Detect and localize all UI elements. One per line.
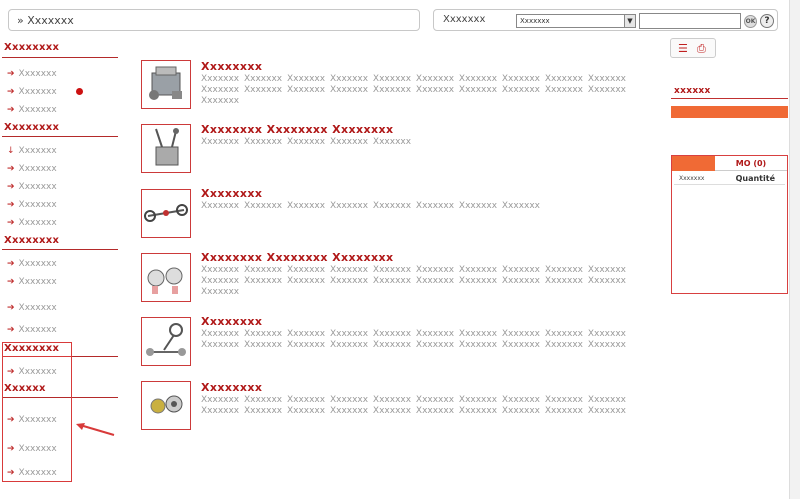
sidebar-item[interactable] bbox=[7, 87, 57, 97]
item-thumbnail-gearbox[interactable] bbox=[141, 124, 191, 173]
steering-icon bbox=[142, 318, 190, 365]
list-icon[interactable]: ☰ bbox=[678, 42, 688, 55]
arrow-right-icon: ➔ bbox=[7, 164, 15, 174]
search-type-select[interactable] bbox=[516, 14, 636, 28]
print-icon[interactable]: ⎙ bbox=[697, 42, 706, 55]
sidebar-item-label: Xxxxxxx bbox=[18, 182, 57, 192]
item-thumbnail-steering[interactable] bbox=[141, 317, 191, 366]
arrow-right-icon: ➔ bbox=[7, 218, 15, 228]
search-select-value: Xxxxxxx bbox=[520, 17, 550, 25]
engine-icon bbox=[142, 61, 190, 108]
item-description: Xxxxxxx Xxxxxxx Xxxxxxx Xxxxxxx Xxxxxxx Xxxxxxx Xxxxxxx Xxxxxxx Xxxxxxx Xxxxxxx Xxxxxxx Xxxxxxx Xxxxxxx Xxxxxxx Xxxxxxx Xxxxxxx Xxxxxxx Xxxxxxx Xxxxxxx Xxxxxxx bbox=[201, 329, 626, 350]
breadcrumb: » Xxxxxxx bbox=[8, 9, 420, 31]
divider bbox=[671, 98, 788, 99]
item-description: Xxxxxxx Xxxxxxx Xxxxxxx Xxxxxxx Xxxxxxx Xxxxxxx Xxxxxxx Xxxxxxx bbox=[201, 201, 541, 211]
arrow-right-icon: ➔ bbox=[7, 87, 15, 97]
sidebar-item-label: Xxxxxxx bbox=[18, 259, 57, 269]
arrow-right-icon: ➔ bbox=[7, 325, 15, 335]
item-description: Xxxxxxx Xxxxxxx Xxxxxxx Xxxxxxx Xxxxxxx bbox=[201, 137, 412, 147]
item-description: Xxxxxxx Xxxxxxx Xxxxxxx Xxxxxxx Xxxxxxx Xxxxxxx Xxxxxxx Xxxxxxx Xxxxxxx Xxxxxxx Xxxxxxx Xxxxxxx Xxxxxxx Xxxxxxx Xxxxxxx Xxxxxxx Xxxxxxx Xxxxxxx Xxxxxxx Xxxxxxx bbox=[201, 395, 626, 416]
sidebar-item-label: Xxxxxxx bbox=[18, 444, 57, 454]
wheel-hub-icon bbox=[142, 382, 190, 429]
annotation-highlight-box bbox=[2, 342, 72, 482]
sidebar-section-title: Xxxxxxxx bbox=[4, 235, 60, 246]
item-title[interactable]: Xxxxxxxx bbox=[201, 60, 263, 73]
sidebar-item-label: Xxxxxxx bbox=[18, 218, 57, 228]
annotation-arrow-icon bbox=[74, 420, 116, 440]
divider bbox=[2, 136, 118, 137]
sidebar-item-label: Xxxxxxx bbox=[18, 468, 57, 478]
gearbox-icon bbox=[142, 125, 190, 172]
sidebar-item[interactable] bbox=[7, 303, 57, 313]
right-panel-title: xxxxxx bbox=[674, 86, 711, 96]
arrow-right-icon: ➔ bbox=[7, 182, 15, 192]
sidebar-section-title: Xxxxxxxx bbox=[4, 343, 60, 354]
arrow-right-icon: ➔ bbox=[7, 105, 15, 115]
arrow-right-icon: ➔ bbox=[7, 200, 15, 210]
divider bbox=[2, 249, 118, 250]
arrow-right-icon: ➔ bbox=[7, 69, 15, 79]
sidebar-item[interactable] bbox=[7, 105, 57, 115]
sidebar-item-label: Xxxxxxx bbox=[18, 415, 57, 425]
item-description: Xxxxxxx Xxxxxxx Xxxxxxx Xxxxxxx Xxxxxxx Xxxxxxx Xxxxxxx Xxxxxxx Xxxxxxx Xxxxxxx Xxxxxxx Xxxxxxx Xxxxxxx Xxxxxxx Xxxxxxx Xxxxxxx Xxxxxxx Xxxxxxx Xxxxxxx Xxxxxxx Xxxxxxx bbox=[201, 265, 626, 297]
sidebar-item-label: Xxxxxxx bbox=[18, 146, 57, 156]
sidebar-section-title: Xxxxxxxx bbox=[4, 42, 60, 53]
sidebar-section-title: Xxxxxx bbox=[4, 383, 46, 394]
search-input[interactable] bbox=[639, 13, 741, 29]
sidebar-item[interactable] bbox=[7, 182, 57, 192]
sidebar-item[interactable] bbox=[7, 146, 57, 156]
item-title[interactable]: Xxxxxxxx bbox=[201, 315, 263, 328]
sidebar-item[interactable] bbox=[7, 325, 57, 335]
sidebar-item-label: Xxxxxxx bbox=[18, 87, 57, 97]
sidebar-item[interactable] bbox=[7, 69, 57, 79]
divider bbox=[2, 57, 118, 58]
cart-tab-active[interactable] bbox=[672, 156, 715, 171]
item-title[interactable]: Xxxxxxxx Xxxxxxxx Xxxxxxxx bbox=[201, 123, 394, 136]
item-title[interactable]: Xxxxxxxx Xxxxxxxx Xxxxxxxx bbox=[201, 251, 394, 264]
sidebar-item-label: Xxxxxxx bbox=[18, 303, 57, 313]
item-thumbnail-axle[interactable] bbox=[141, 189, 191, 238]
active-dot-icon bbox=[76, 88, 83, 95]
tool-icons bbox=[670, 38, 716, 58]
arrow-right-icon: ➔ bbox=[7, 277, 15, 287]
scrollbar[interactable] bbox=[789, 0, 800, 499]
sidebar-item[interactable] bbox=[7, 218, 57, 228]
sidebar-item-label: Xxxxxxx bbox=[18, 164, 57, 174]
sidebar-item-label: Xxxxxxx bbox=[18, 325, 57, 335]
arrow-right-icon: ➔ bbox=[7, 444, 15, 454]
arrow-right-icon: ➔ bbox=[7, 259, 15, 269]
item-title[interactable]: Xxxxxxxx bbox=[201, 381, 263, 394]
sidebar-item[interactable] bbox=[7, 277, 57, 287]
sidebar-section-title: Xxxxxxxx bbox=[4, 122, 60, 133]
arrow-right-icon: ➔ bbox=[7, 367, 15, 377]
ok-button[interactable]: OK bbox=[744, 15, 757, 28]
search-label: Xxxxxxx bbox=[443, 14, 486, 25]
arrow-right-icon: ➔ bbox=[7, 468, 15, 478]
sidebar-item[interactable] bbox=[7, 164, 57, 174]
cart-panel bbox=[671, 155, 788, 294]
search-bar bbox=[433, 9, 778, 31]
chevron-down-icon[interactable]: ▼ bbox=[624, 15, 635, 27]
help-button[interactable]: ? bbox=[760, 14, 774, 28]
cart-tab-mo[interactable]: MO (0) bbox=[715, 156, 787, 171]
item-title[interactable]: Xxxxxxxx bbox=[201, 187, 263, 200]
arrow-down-icon: ↓ bbox=[7, 146, 15, 156]
sidebar-item-label: Xxxxxxx bbox=[18, 367, 57, 377]
sidebar-item[interactable] bbox=[7, 259, 57, 269]
orange-bar bbox=[671, 106, 788, 118]
sidebar-item-label: Xxxxxxx bbox=[18, 200, 57, 210]
sidebar-item-label: Xxxxxxx bbox=[18, 105, 57, 115]
sidebar-item[interactable] bbox=[7, 200, 57, 210]
item-thumbnail-brakes[interactable] bbox=[141, 253, 191, 302]
sidebar-item-label: Xxxxxxx bbox=[18, 277, 57, 287]
cart-column-header: Xxxxxxx bbox=[679, 175, 705, 182]
annotation-highlight-divider bbox=[2, 342, 72, 357]
item-thumbnail-wheel-hub[interactable] bbox=[141, 381, 191, 430]
arrow-right-icon: ➔ bbox=[7, 303, 15, 313]
arrow-right-icon: ➔ bbox=[7, 415, 15, 425]
item-description: Xxxxxxx Xxxxxxx Xxxxxxx Xxxxxxx Xxxxxxx Xxxxxxx Xxxxxxx Xxxxxxx Xxxxxxx Xxxxxxx Xxxxxxx Xxxxxxx Xxxxxxx Xxxxxxx Xxxxxxx Xxxxxxx Xxxxxxx Xxxxxxx Xxxxxxx Xxxxxxx Xxxxxxx bbox=[201, 74, 626, 106]
brake-icon bbox=[142, 254, 190, 301]
sidebar-item-label: Xxxxxxx bbox=[18, 69, 57, 79]
cart-quantity-header: Quantité bbox=[735, 174, 775, 183]
item-thumbnail-engine[interactable] bbox=[141, 60, 191, 109]
divider bbox=[674, 184, 785, 185]
axle-icon bbox=[142, 190, 190, 237]
